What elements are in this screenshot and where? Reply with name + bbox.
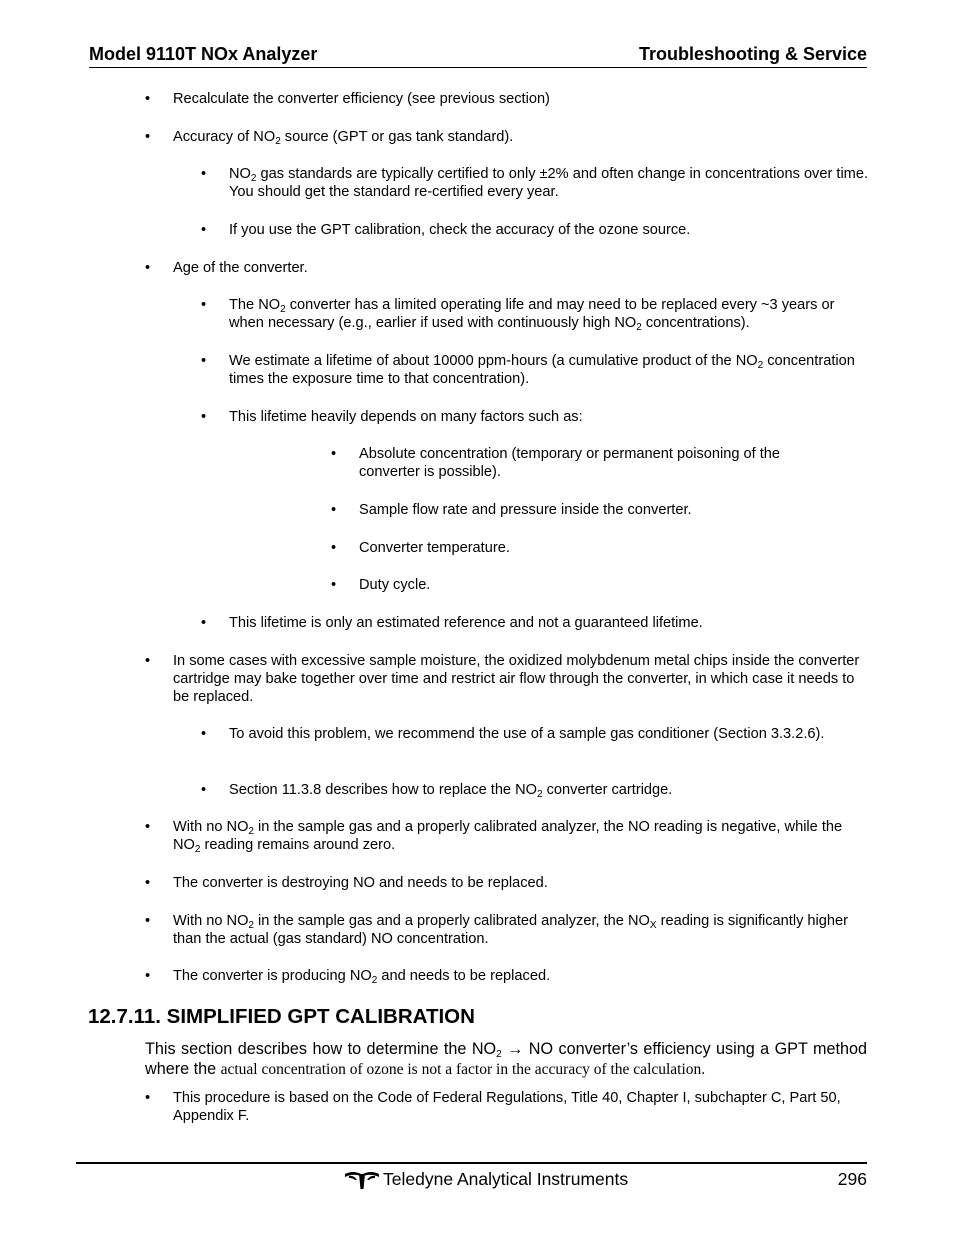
bullet-icon: • [145, 653, 151, 669]
header-rule [89, 67, 867, 68]
list-item-text: If you use the GPT calibration, check the accuracy of the ozone source. [229, 222, 691, 238]
bullet-icon: • [201, 166, 207, 182]
list-item-text: This procedure is based on the Code of Federal Regulations, Title 40, Chapter I, subchapter C, Part 50, Appendix F. [173, 1090, 841, 1124]
bullet-icon: • [201, 409, 207, 425]
bullet-icon: • [145, 875, 151, 891]
bullet-icon: • [201, 782, 207, 798]
footer-company: Teledyne Analytical Instruments [383, 1169, 629, 1189]
arrow-icon: → [501, 1040, 529, 1058]
teledyne-logo-icon [344, 1170, 380, 1190]
bullet-icon: • [201, 726, 207, 742]
list-item-text: The converter is destroying NO and needs to be replaced. [173, 875, 548, 891]
footer-rule [76, 1162, 867, 1164]
list-item-text: Recalculate the converter efficiency (see previous section) [173, 91, 550, 107]
bullet-icon: • [145, 129, 151, 145]
bullet-icon: • [145, 819, 151, 835]
list-item-text: In some cases with excessive sample moisture, the oxidized molybdenum metal chips inside the converter cartridge may bake together over time and restrict air flow through the converter, in which case it needs to be replaced. [173, 653, 860, 705]
list-item-text: The converter is producing $NO_2$ and needs to be replaced. [173, 968, 551, 986]
list-item-text: Sample flow rate and pressure inside the converter. [359, 502, 692, 518]
list-item-text: This lifetime heavily depends on many factors such as: [229, 409, 583, 425]
bullet-icon: • [201, 222, 207, 238]
list-item-text: The $NO_2$ converter has a limited operating life and may need to be replaced every ~3 years or when necessary (e.g., earlier if used with continuously high $NO_2$ concentrations). [229, 297, 835, 333]
bullet-icon: • [145, 1090, 151, 1106]
page-number: 296 [837, 1169, 867, 1189]
list-item-text: Converter temperature. [359, 540, 510, 556]
running-header-title: Model 9110T NOx Analyzer [89, 44, 318, 64]
section-heading: 12.7.11. SIMPLIFIED GPT CALIBRATION [88, 1005, 475, 1028]
bullet-icon: • [145, 260, 151, 276]
bullet-icon: • [145, 968, 151, 984]
list-item-text: To avoid this problem, we recommend the use of a sample gas conditioner (Section 3.3.2.6). [229, 726, 825, 742]
list-item-text: Section 11.3.8 describes how to replace the $NO_2$ converter cartridge. [229, 782, 673, 800]
list-item-text: Age of the converter. [173, 260, 308, 276]
list-item-text: This lifetime is only an estimated reference and not a guaranteed lifetime. [229, 615, 703, 631]
bullet-icon: • [145, 91, 151, 107]
section-paragraph: This section describes how to determine the $NO_2$ → NO converter’s efficiency using a GPT method where the actual concentration of ozone is not a factor in the accuracy of the calculation. [145, 1040, 868, 1078]
list-item-text: We estimate a lifetime of about 10000 ppm-hours (a cumulative product of the $NO_2$ concentration times the exposure time to that concentration). [229, 353, 855, 387]
bullet-icon: • [331, 540, 337, 556]
bullet-icon: • [145, 913, 151, 929]
list-item-text: Absolute concentration (temporary or permanent poisoning of the converter is possible). [359, 446, 781, 480]
list-item-text: Duty cycle. [359, 577, 431, 593]
list-item-text: With no $NO_2$ in the sample gas and a properly calibrated analyzer, the $NO_X$ reading is significantly higher than the actual (gas standard) NO concentration. [173, 913, 848, 947]
list-item-text: $NO_2$ gas standards are typically certified to only ±2% and often change in concentrations over time. You should get the standard re-certified every year. [229, 166, 869, 200]
bullet-icon: • [331, 446, 337, 462]
bullet-icon: • [201, 353, 207, 369]
bullet-icon: • [201, 297, 207, 313]
list-item-text: With no $NO_2$ in the sample gas and a properly calibrated analyzer, the NO reading is negative, while the $NO_2$ reading remains around zero. [173, 819, 843, 855]
bullet-icon: • [201, 615, 207, 631]
running-header-section: Troubleshooting & Service [638, 44, 867, 64]
bullet-icon: • [331, 577, 337, 593]
list-item-text: Accuracy of $NO_2$ source (GPT or gas tank standard). [173, 129, 514, 147]
bullet-icon: • [331, 502, 337, 518]
